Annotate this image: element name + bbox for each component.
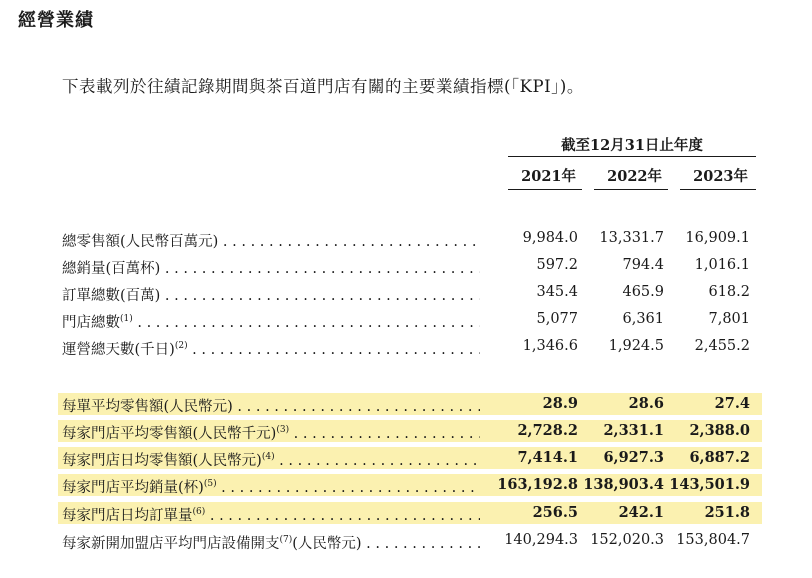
row-footnote-ref: (6) [192, 507, 206, 518]
row-label-text: 每家門店平均銷量(杯) [62, 480, 204, 496]
row-value-2022: 6,927.3 [603, 449, 664, 466]
row-value-2022: 138,903.4 [583, 476, 664, 493]
table-row [0, 501, 812, 525]
row-value-2021: 597.2 [536, 257, 578, 273]
row-footnote-ref: (1) [120, 314, 133, 325]
row-value-2023: 2,388.0 [689, 422, 750, 439]
row-label-text: 每單平均零售額(人民幣元) [62, 399, 233, 415]
row-value-2023: 6,887.2 [689, 449, 750, 466]
row-footnote-ref: (7) [279, 535, 293, 546]
section-heading: 經營業績 [18, 10, 94, 31]
row-value-2022: 242.1 [618, 504, 664, 521]
row-value-2023: 2,455.2 [694, 338, 750, 354]
table-row [0, 227, 812, 251]
row-value-2021: 9,984.0 [522, 230, 578, 246]
year-header-2022: 2022年 [607, 168, 662, 185]
row-label [62, 338, 480, 358]
row-label [62, 257, 480, 277]
year-rule-2023 [680, 189, 756, 190]
row-value-2022: 152,020.3 [590, 532, 664, 548]
year-rule-2022 [594, 189, 668, 190]
row-value-2023: 143,501.9 [669, 476, 750, 493]
row-footnote-ref: (2) [174, 341, 188, 352]
row-label-text: 總零售額(人民幣百萬元) [62, 234, 219, 250]
row-label-text: 每家門店平均零售額(人民幣千元) [62, 426, 277, 442]
period-header-rule [508, 156, 756, 157]
row-value-2021: 7,414.1 [517, 449, 578, 466]
row-label-text: 總銷量(百萬杯) [62, 261, 161, 277]
row-value-2021: 345.4 [536, 284, 578, 300]
row-label [62, 422, 480, 442]
table-row [0, 254, 812, 278]
intro-paragraph: 下表載列於往績記錄期間與茶百道門店有關的主要業績指標(「KPI」)。 [62, 77, 584, 96]
row-label-text: 每家門店日均零售額(人民幣元) [62, 453, 262, 469]
table-row [0, 529, 812, 553]
row-label-text: 每家門店日均訂單量 [62, 508, 193, 524]
row-value-2021: 140,294.3 [504, 532, 578, 548]
row-value-2021: 1,346.6 [522, 338, 578, 354]
row-label-text: 門店總數 [62, 315, 120, 331]
row-label [62, 476, 480, 496]
year-header-2021: 2021年 [521, 168, 576, 185]
row-value-2022: 794.4 [622, 257, 664, 273]
row-label [62, 449, 480, 469]
table-row [0, 308, 812, 332]
table-row [0, 446, 812, 470]
row-value-2022: 6,361 [622, 311, 664, 327]
row-footnote-ref: (4) [261, 452, 275, 463]
row-value-2022: 465.9 [622, 284, 664, 300]
table-row [0, 335, 812, 359]
row-value-2022: 1,924.5 [608, 338, 664, 354]
row-label [62, 284, 480, 304]
row-label [62, 504, 480, 524]
year-header-2023: 2023年 [693, 168, 748, 185]
row-label [62, 395, 480, 415]
row-value-2021: 163,192.8 [497, 476, 578, 493]
year-rule-2021 [508, 189, 582, 190]
row-value-2023: 251.8 [704, 504, 750, 521]
row-value-2021: 256.5 [532, 504, 578, 521]
table-row [0, 281, 812, 305]
row-value-2021: 5,077 [536, 311, 578, 327]
row-value-2023: 618.2 [708, 284, 750, 300]
table-row [0, 392, 812, 416]
row-label-text: 訂單總數(百萬) [62, 288, 161, 304]
table-row [0, 473, 812, 497]
period-header: 截至12月31日止年度 [561, 137, 703, 154]
row-value-2021: 28.9 [542, 395, 578, 412]
row-footnote-ref: (3) [276, 425, 290, 436]
row-label-text: 運營總天數(千日) [62, 342, 175, 358]
row-label-suffix: (人民幣元) [292, 536, 362, 552]
row-value-2022: 2,331.1 [603, 422, 664, 439]
row-footnote-ref: (5) [203, 479, 217, 490]
row-value-2022: 28.6 [628, 395, 664, 412]
row-value-2023: 27.4 [714, 395, 750, 412]
row-label [62, 230, 480, 250]
row-value-2022: 13,331.7 [599, 230, 664, 246]
row-value-2023: 153,804.7 [676, 532, 750, 548]
row-label [62, 311, 480, 331]
row-value-2021: 2,728.2 [517, 422, 578, 439]
row-label-text: 每家新開加盟店平均門店設備開支 [62, 536, 280, 552]
row-value-2023: 16,909.1 [685, 230, 750, 246]
row-value-2023: 1,016.1 [694, 257, 750, 273]
row-value-2023: 7,801 [708, 311, 750, 327]
row-label [62, 532, 480, 552]
table-row [0, 419, 812, 443]
